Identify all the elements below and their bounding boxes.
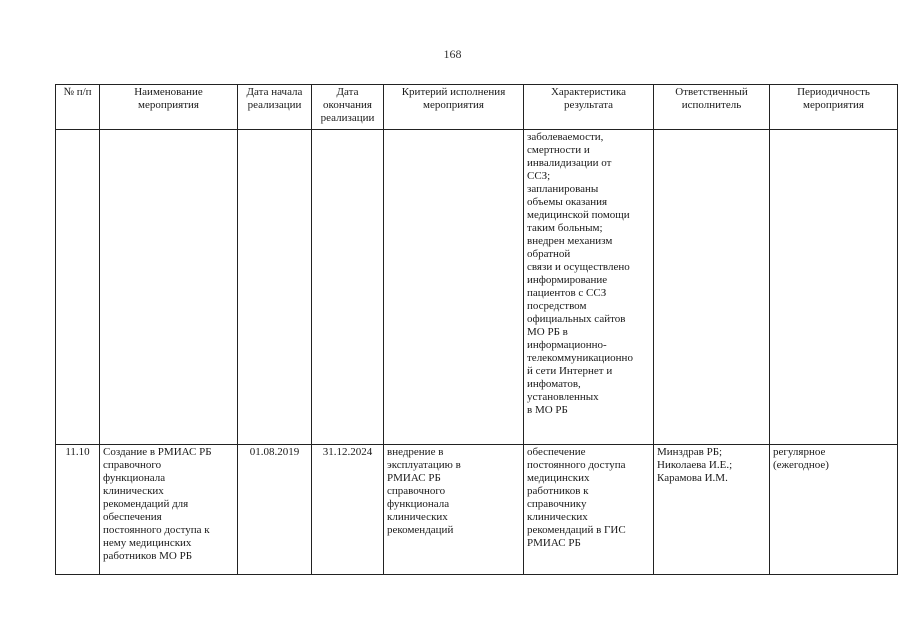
header-result: Характеристика результата [524,85,654,130]
cell-result: обеспечение постоянного доступа медицинских работников к справочнику клинических рекомендаций в ГИС РМИАС РБ [524,445,654,575]
cell-name [100,130,238,445]
cell-name: Создание в РМИАС РБ справочного функционала клинических рекомендаций для обеспечения постоянного доступа к нему медицинских работников МО РБ [100,445,238,575]
header-periodicity: Периодичность мероприятия [770,85,898,130]
header-criterion: Критерий исполнения мероприятия [384,85,524,130]
table-row [56,445,898,575]
cell-periodicity [770,130,898,445]
header-responsible: Ответственный исполнитель [654,85,770,130]
cell-responsible [654,130,770,445]
header-name: Наименование мероприятия [100,85,238,130]
cell-criterion: внедрение в эксплуатацию в РМИАС РБ справочного функционала клинических рекомендаций [384,445,524,575]
cell-number: 11.10 [56,445,100,575]
header-number: № п/п [56,85,100,130]
cell-number [56,130,100,445]
header-start-date: Дата начала реализации [238,85,312,130]
activity-plan-table [55,84,898,575]
cell-start-date [238,130,312,445]
cell-result: заболеваемости, смертности и инвалидизации от ССЗ; запланированы объемы оказания медицинской помощи таким больным; внедрен механизм обратной связи и осуществлено информирование пациентов с ССЗ посредством официальных сайтов МО РБ в информационно- телекоммуникационно й сети Интернет и инфоматов, установленных в МО РБ [524,130,654,445]
table-row-continuation [56,130,898,445]
cell-periodicity: регулярное (ежегодное) [770,445,898,575]
cell-start-date: 01.08.2019 [238,445,312,575]
cell-end-date: 31.12.2024 [312,445,384,575]
table-header-row [56,85,898,130]
cell-end-date [312,130,384,445]
page-number: 168 [443,47,462,61]
cell-criterion [384,130,524,445]
cell-responsible: Минздрав РБ; Николаева И.Е.; Карамова И.М. [654,445,770,575]
header-end-date: Дата окончания реализации [312,85,384,130]
